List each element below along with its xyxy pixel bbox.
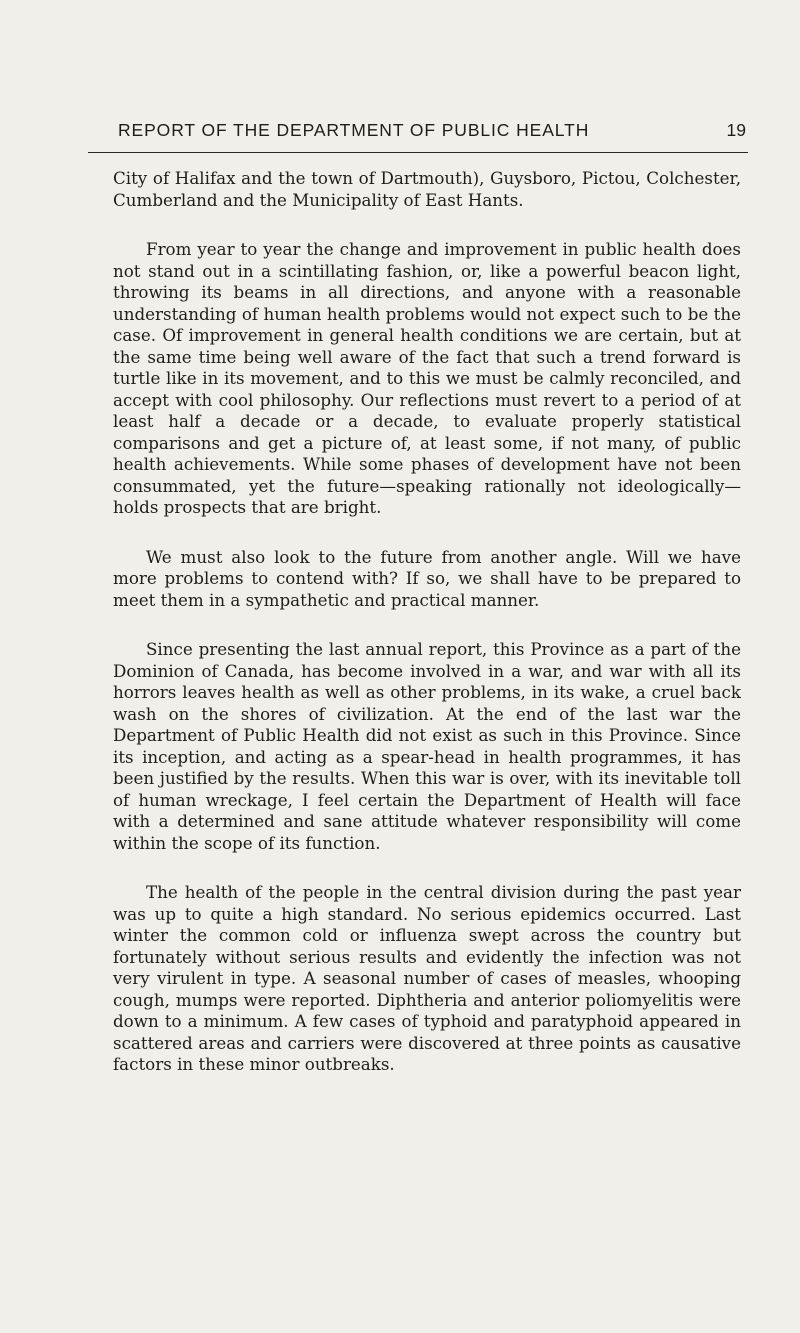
body-text	[113, 168, 741, 1104]
paragraph-continuation: City of Halifax and the town of Dartmouth), Guysboro, Pictou, Colchester, Cumberland and the Municipality of East Hants.	[113, 168, 741, 210]
page-number: 19	[726, 120, 746, 140]
paragraph-future: We must also look to the future from another angle. Will we have more problems to contend with? If so, we shall have to be prepared to meet them in a sympathetic and practical manner.	[113, 546, 741, 610]
paragraph-improvement: From year to year the change and improvement in public health does not stand out in a scintillating fashion, or, like a powerful beacon light, throwing its beams in all directions, and anyone with a reasonable understanding of human health problems would not expect such to be the case. Of improvement in general health conditions we are certain, but at the same time being well aware of the fact that such a trend forward is turtle like in its movement, and to this we must be calmly reconciled, and accept with cool philosophy. Our reflections must revert to a period of at least half a decade or a decade, to evaluate properly statistical comparisons and get a picture of, at least some, if not many, of public health achievements. While some phases of development have not been consummated, yet the future—speaking rationally not ideologically—holds prospects that are bright.	[113, 239, 741, 517]
running-header	[88, 110, 748, 153]
paragraph-war: Since presenting the last annual report, this Province as a part of the Dominion of Canada, has become involved in a war, and war with all its horrors leaves health as well as other problems, in its wake, a cruel back wash on the shores of civilization. At the end of the last war the Department of Public Health did not exist as such in this Province. Since its inception, and acting as a spear-head in health programmes, it has been justified by the results. When this war is over, with its inevitable toll of human wreckage, I feel certain the Department of Health will face with a determined and sane attitude whatever responsibility will come within the scope of its function.	[113, 639, 741, 853]
paragraph-central-division: The health of the people in the central division during the past year was up to quite a high standard. No serious epidemics occurred. Last winter the common cold or influenza swept across the country but fortunately without serious results and evidently the infection was not very virulent in type. A seasonal number of cases of measles, whooping cough, mumps were reported. Diphtheria and anterior poliomyelitis were down to a minimum. A few cases of typhoid and paratyphoid appeared in scattered areas and carriers were discovered at three points as causative factors in these minor outbreaks.	[113, 882, 741, 1074]
running-title: REPORT OF THE DEPARTMENT OF PUBLIC HEALTH	[118, 120, 590, 140]
